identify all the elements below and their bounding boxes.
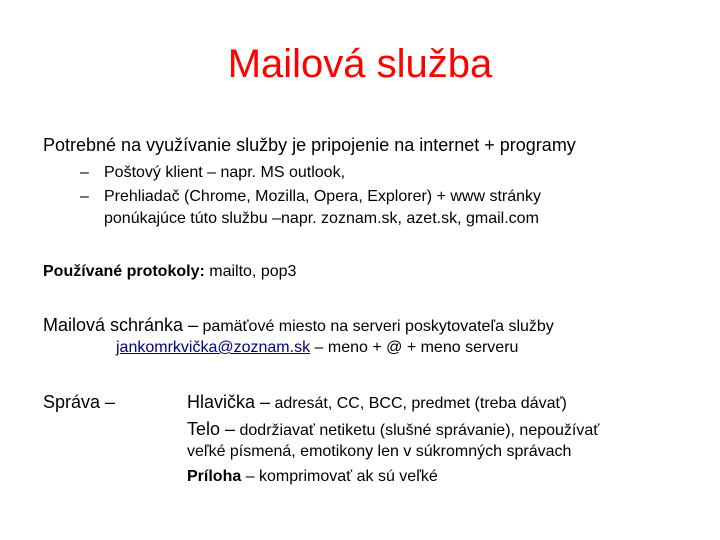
hlavicka-label: Hlavička – — [187, 392, 271, 412]
email-link[interactable]: jankomrkvička@zoznam.sk — [116, 339, 311, 356]
list-item-browser: Prehliadač (Chrome, Mozilla, Opera, Explorer) + www stránky — [104, 188, 542, 205]
protocols-line — [43, 263, 296, 281]
protocols-value: mailto, pop3 — [204, 263, 297, 280]
telo-desc-cont: veľké písmená, emotikony len v súkromných správach — [187, 443, 572, 460]
mailbox-label: Mailová schránka – — [43, 315, 199, 335]
mailbox-line — [43, 315, 554, 336]
hlavicka-desc: adresát, CC, BCC, predmet (treba dávať) — [270, 395, 567, 412]
list-item-mail-client: Poštový klient – napr. MS outlook, — [104, 164, 346, 181]
email-desc: – meno + @ + meno serveru — [310, 339, 519, 356]
bullet-dash: – — [80, 164, 89, 181]
priloha-desc: – komprimovať ak sú veľké — [241, 468, 438, 485]
priloha-label: Príloha — [187, 468, 242, 485]
priloha-line — [187, 468, 438, 486]
telo-label: Telo – — [187, 419, 236, 439]
bullet-dash: – — [80, 188, 89, 205]
requirement-text: Potrebné na využívanie služby je pripojenie na internet + programy — [43, 135, 576, 155]
list-item-browser-cont: ponúkajúce túto službu –napr. zoznam.sk, azet.sk, gmail.com — [104, 210, 539, 227]
telo-desc: dodržiavať netiketu (slušné správanie), nepoužívať — [235, 422, 600, 439]
mailbox-email-line — [116, 339, 518, 357]
slide-title: Mailová služba — [227, 42, 493, 86]
sprava-label: Správa – — [43, 392, 116, 412]
protocols-label: Používané protokoly: — [43, 263, 205, 280]
mailbox-desc: pamäťové miesto na serveri poskytovateľa služby — [198, 318, 554, 335]
hlavicka-line — [187, 392, 567, 413]
telo-line — [187, 419, 599, 440]
